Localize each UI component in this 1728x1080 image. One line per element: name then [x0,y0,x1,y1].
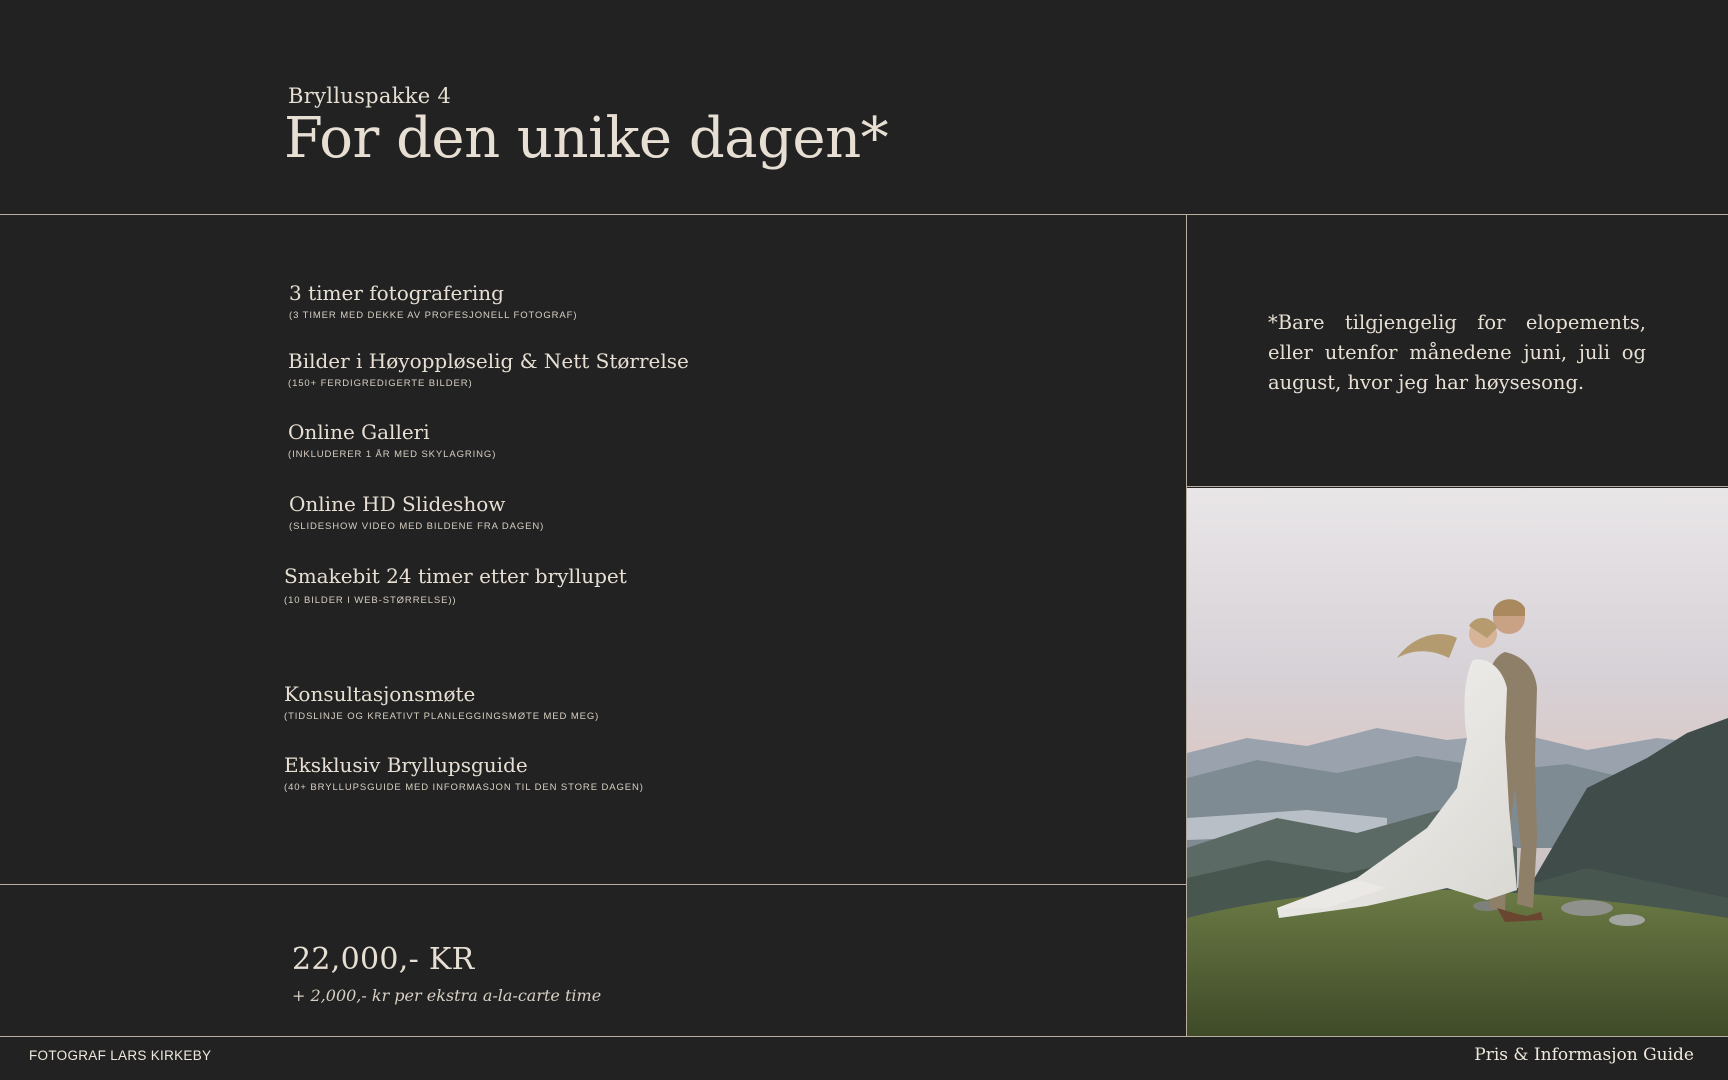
package-kicker: Brylluspakke 4 [288,84,452,108]
feature-item [289,280,577,321]
feature-detail: (3 TIMER MED DEKKE AV PROFESJONELL FOTOGRAF) [289,310,578,321]
extra-hour-price: + 2,000,- kr per ekstra a-la-carte time [292,986,602,1005]
feature-item [288,348,689,389]
note-divider [1186,486,1728,487]
feature-name: 3 timer fotografering [289,281,504,305]
feature-name: Online Galleri [288,420,430,444]
feature-detail: (40+ BRYLLUPSGUIDE MED INFORMASJON TIL DEN STORE DAGEN) [284,782,644,793]
feature-detail: (10 BILDER I WEB-STØRRELSE)) [284,595,457,606]
feature-detail: (SLIDESHOW VIDEO MED BILDENE FRA DAGEN) [289,521,545,532]
photographer-name: FOTOGRAF LARS KIRKEBY [29,1048,212,1063]
feature-item [284,563,627,606]
feature-item [288,419,496,460]
wedding-couple-photo [1187,488,1728,1036]
feature-name: Smakebit 24 timer etter bryllupet [284,564,627,588]
feature-item [284,752,644,793]
feature-detail: (TIDSLINJE OG KREATIVT PLANLEGGINGSMØTE MED MEG) [284,711,600,722]
feature-name: Eksklusiv Bryllupsguide [284,753,528,777]
availability-note: *Bare tilgjengelig for elopements, eller utenfor månedene juni, juli og august, hvor jeg har høysesong. [1268,311,1646,394]
page-title: For den unike dagen* [284,106,889,171]
feature-name: Konsultasjonsmøte [284,682,476,706]
package-price: 22,000,- KR [292,942,475,977]
feature-detail: (INKLUDERER 1 ÅR MED SKYLAGRING) [288,449,497,460]
pricing-divider [0,884,1186,885]
guide-title: Pris & Informasjon Guide [1474,1045,1694,1065]
header-divider [0,214,1728,215]
feature-item [289,491,544,532]
feature-detail: (150+ FERDIGREDIGERTE BILDER) [288,378,473,389]
feature-name: Bilder i Høyoppløselig & Nett Størrelse [288,349,689,373]
feature-name: Online HD Slideshow [289,492,506,516]
feature-item [284,681,599,722]
footer-divider [0,1036,1728,1037]
